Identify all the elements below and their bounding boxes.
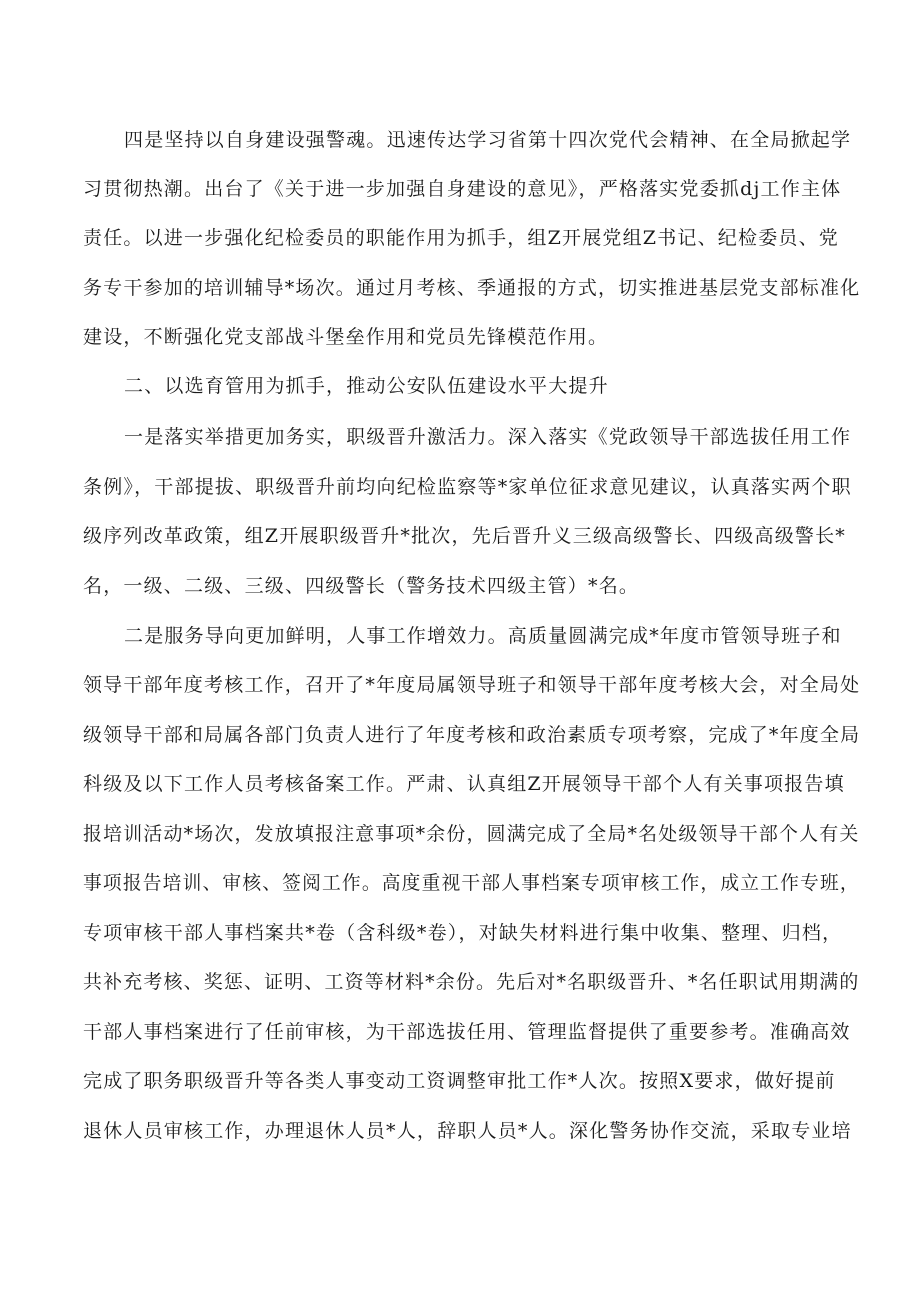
text-line: 四是坚持以自身建设强警魂。迅速传达学习省第十四次党代会精神、在全局掀起学 <box>124 129 852 151</box>
text-line: 务专干参加的培训辅导*场次。通过月考核、季通报的方式，切实推进基层党支部标准化 <box>83 277 861 299</box>
text-line: 名，一级、二级、三级、四级警长（警务技术四级主管）*名。 <box>83 575 640 597</box>
section-heading: 二、以选育管用为抓手，推动公安队伍建设水平大提升 <box>124 375 609 397</box>
text-line: 习贯彻热潮。出台了《关于进一步加强自身建设的意见》，严格落实党委抓dj工作主体 <box>83 178 842 200</box>
text-line: 责任。以进一步强化纪检委员的职能作用为抓手，组Z开展党组Z书记、纪检委员、党 <box>83 227 840 249</box>
text-line: 事项报告培训、审核、签阅工作。高度重视干部人事档案专项审核工作，成立工作专班， <box>83 872 860 894</box>
text-line: 科级及以下工作人员考核备案工作。严肃、认真组Z开展领导干部个人有关事项报告填 <box>83 773 845 795</box>
text-line: 干部人事档案进行了任前审核，为干部选拔任用、管理监督提供了重要参考。准确高效 <box>83 1021 851 1043</box>
text-line: 完成了职务职级晋升等各类人事变动工资调整审批工作*人次。按照X要求，做好提前 <box>83 1070 836 1092</box>
text-line: 二是服务导向更加鲜明，人事工作增效力。高质量圆满完成*年度市管领导班子和 <box>124 625 842 647</box>
text-line: 共补充考核、奖惩、证明、工资等材料*余份。先后对*名职级晋升、*名任职试用期满的 <box>83 971 860 993</box>
text-line: 条例》，干部提拔、职级晋升前均向纪检监察等*家单位征求意见建议，认真落实两个职 <box>83 476 852 498</box>
text-line: 级领导干部和局属各部门负责人进行了年度考核和政治素质专项考察，完成了*年度全局 <box>83 724 861 746</box>
text-line: 专项审核干部人事档案共*卷（含科级*卷），对缺失材料进行集中收集、整理、归档， <box>83 922 843 944</box>
text-line: 领导干部年度考核工作，召开了*年度局属领导班子和领导干部年度考核大会，对全局处 <box>83 674 861 696</box>
text-line: 退休人员审核工作，办理退休人员*人，辞职人员*人。深化警务协作交流，采取专业培 <box>83 1120 852 1142</box>
text-line: 一是落实举措更加务实，职级晋升激活力。深入落实《党政领导干部选拔任用工作 <box>124 426 852 448</box>
text-line: 建设，不断强化党支部战斗堡垒作用和党员先锋模范作用。 <box>83 326 609 348</box>
text-line: 报培训活动*场次，发放填报注意事项*余份，圆满完成了全局*名处级领导干部个人有关 <box>83 823 860 845</box>
text-line: 级序列改革政策，组Z开展职级晋升*批次，先后晋升义三级高级警长、四级高级警长* <box>83 525 847 547</box>
